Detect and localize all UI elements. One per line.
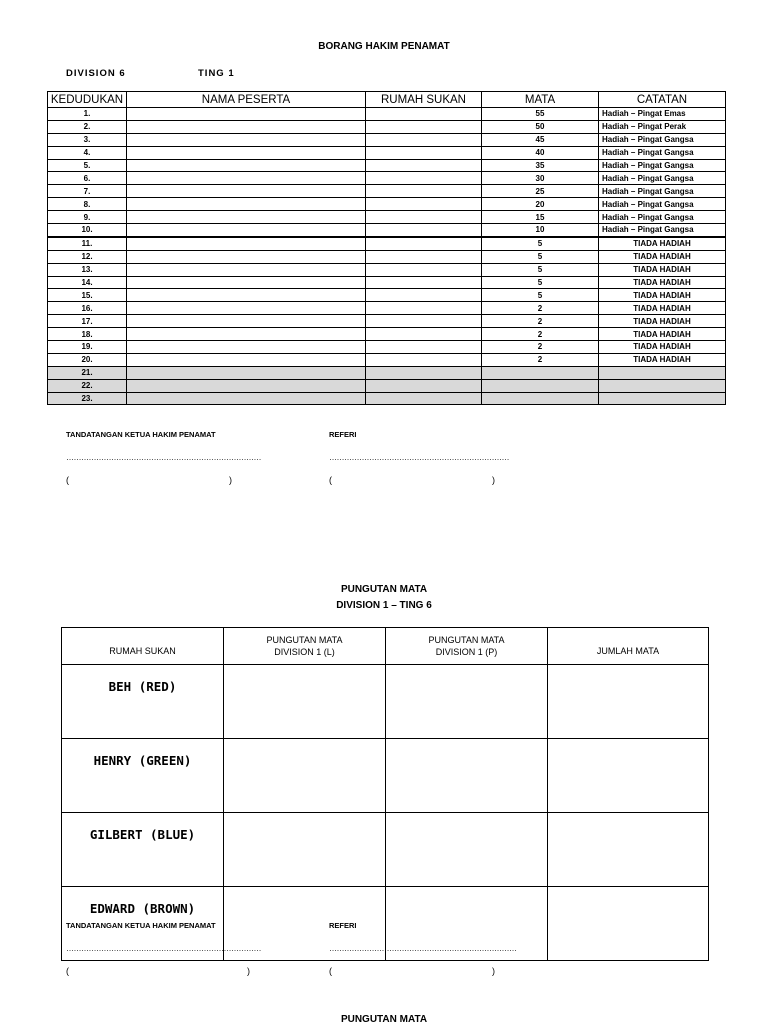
points-table [61,627,709,961]
house-cell [366,211,482,224]
table-row [48,366,726,379]
points-value-cell [386,665,548,739]
referee-signature-line-2: ………………………………………………………………… [329,944,517,953]
note-cell: Hadiah – Pingat Gangsa [599,185,726,198]
participant-name-cell [127,237,366,250]
points-header-2 [386,628,548,665]
points-cell: 2 [482,341,599,354]
rank-cell: 1. [48,108,127,121]
rank-cell: 7. [48,185,127,198]
points-cell: 5 [482,237,599,250]
house-cell [366,198,482,211]
points-header-line: JUMLAH MATA [596,646,660,656]
table-row [48,224,726,237]
participant-name-cell [127,263,366,276]
rank-cell: 11. [48,237,127,250]
table-row [48,198,726,211]
table-row [48,392,726,405]
points-cell: 55 [482,108,599,121]
table-row [48,108,726,121]
points-cell: 2 [482,353,599,366]
points-section-title: PUNGUTAN MATA [340,584,428,595]
participant-name-cell [127,159,366,172]
table-row [48,315,726,328]
table-row [48,237,726,250]
header-name: NAMA PESERTA [127,92,366,108]
house-name-cell: HENRY (GREEN) [62,739,224,813]
participant-name-cell [127,353,366,366]
table-row [48,185,726,198]
note-cell: TIADA HADIAH [599,353,726,366]
note-cell: Hadiah – Pingat Gangsa [599,211,726,224]
referee-name-close-paren: ) [492,475,495,485]
points-cell: 2 [482,302,599,315]
participant-name-cell [127,185,366,198]
header-house: RUMAH SUKAN [366,92,482,108]
points-header-line: PUNGUTAN MATA [428,635,505,645]
form-title: BORANG HAKIM PENAMAT [318,41,450,52]
table-row [48,133,726,146]
referee-signature-line: ……………………………………………………………… [329,453,509,462]
participant-name-cell [127,211,366,224]
points-table-body [62,665,709,961]
participant-name-cell [127,328,366,341]
note-cell: TIADA HADIAH [599,250,726,263]
points-header-line: PUNGUTAN MATA [266,635,343,645]
header-rank: KEDUDUKAN [48,92,127,108]
points-cell: 35 [482,159,599,172]
rank-cell: 20. [48,353,127,366]
table-row [48,276,726,289]
ranking-table-body [48,108,726,405]
note-cell: TIADA HADIAH [599,263,726,276]
note-cell: TIADA HADIAH [599,315,726,328]
note-cell: Hadiah – Pingat Gangsa [599,133,726,146]
note-cell: TIADA HADIAH [599,341,726,354]
rank-cell: 10. [48,224,127,237]
table-row [48,328,726,341]
points-header-line: DIVISION 1 (P) [435,647,498,657]
house-cell [366,120,482,133]
points-row [62,665,709,739]
house-name-cell: EDWARD (BROWN) [62,887,224,961]
house-cell [366,108,482,121]
rank-cell: 12. [48,250,127,263]
ranking-table-header [48,92,726,108]
chief-judge-name-open-paren-2: ( [66,966,69,976]
house-cell [366,133,482,146]
division-label: DIVISION 6 [66,68,126,79]
chief-judge-name-close-paren-2: ) [247,966,250,976]
chief-judge-signature-line-2: …………………………………………………………………… [66,944,261,953]
points-value-cell [224,813,386,887]
chief-judge-name-open-paren: ( [66,475,69,485]
points-cell: 15 [482,211,599,224]
rank-cell: 19. [48,341,127,354]
referee-label-2: REFERI [329,921,357,930]
note-cell: Hadiah – Pingat Gangsa [599,198,726,211]
table-row [48,172,726,185]
points-header-3 [548,628,709,665]
points-header-line: DIVISION 1 (L) [274,647,335,657]
rank-cell: 18. [48,328,127,341]
header-points: MATA [482,92,599,108]
header-note: CATATAN [599,92,726,108]
points-cell [482,392,599,405]
points-cell: 20 [482,198,599,211]
rank-cell: 13. [48,263,127,276]
footer-title: PUNGUTAN MATA [340,1014,428,1025]
rank-cell: 16. [48,302,127,315]
note-cell: Hadiah – Pingat Gangsa [599,172,726,185]
house-cell [366,392,482,405]
note-cell [599,392,726,405]
points-cell: 2 [482,328,599,341]
referee-label: REFERI [329,430,357,439]
rank-cell: 14. [48,276,127,289]
table-row [48,263,726,276]
points-cell: 5 [482,276,599,289]
rank-cell: 9. [48,211,127,224]
points-cell: 45 [482,133,599,146]
chief-judge-signature-label-2: TANDATANGAN KETUA HAKIM PENAMAT [66,921,216,930]
points-value-cell [548,739,709,813]
rank-cell: 22. [48,379,127,392]
note-cell: TIADA HADIAH [599,237,726,250]
note-cell: Hadiah – Pingat Emas [599,108,726,121]
house-cell [366,146,482,159]
points-value-cell [548,887,709,961]
points-value-cell [548,665,709,739]
referee-name-open-paren-2: ( [329,966,332,976]
rank-cell: 8. [48,198,127,211]
points-value-cell [386,813,548,887]
note-cell [599,379,726,392]
participant-name-cell [127,366,366,379]
rank-cell: 2. [48,120,127,133]
chief-judge-name-close-paren: ) [229,475,232,485]
rank-cell: 6. [48,172,127,185]
rank-cell: 23. [48,392,127,405]
participant-name-cell [127,250,366,263]
house-cell [366,289,482,302]
house-name-cell: GILBERT (BLUE) [62,813,224,887]
participant-name-cell [127,379,366,392]
note-cell: Hadiah – Pingat Gangsa [599,159,726,172]
note-cell: Hadiah – Pingat Perak [599,120,726,133]
house-cell [366,366,482,379]
rank-cell: 17. [48,315,127,328]
points-cell: 5 [482,263,599,276]
note-cell: Hadiah – Pingat Gangsa [599,146,726,159]
table-row [48,120,726,133]
note-cell: TIADA HADIAH [599,289,726,302]
participant-name-cell [127,302,366,315]
rank-cell: 21. [48,366,127,379]
ting-label: TING 1 [198,68,235,79]
house-cell [366,172,482,185]
points-cell: 25 [482,185,599,198]
note-cell: TIADA HADIAH [599,302,726,315]
house-name-cell: BEH (RED) [62,665,224,739]
table-row [48,302,726,315]
points-value-cell [224,665,386,739]
note-cell: TIADA HADIAH [599,328,726,341]
table-row [48,379,726,392]
points-row [62,739,709,813]
table-row [48,250,726,263]
house-cell [366,379,482,392]
house-cell [366,302,482,315]
table-row [48,289,726,302]
house-cell [366,237,482,250]
participant-name-cell [127,146,366,159]
note-cell: Hadiah – Pingat Gangsa [599,224,726,237]
participant-name-cell [127,120,366,133]
points-cell: 30 [482,172,599,185]
points-cell: 2 [482,315,599,328]
points-header-line: RUMAH SUKAN [109,646,176,656]
table-row [48,146,726,159]
house-cell [366,276,482,289]
referee-name-open-paren: ( [329,475,332,485]
chief-judge-signature-line: …………………………………………………………………… [66,453,261,462]
points-cell: 5 [482,289,599,302]
points-cell: 10 [482,224,599,237]
points-header-1 [224,628,386,665]
participant-name-cell [127,392,366,405]
house-cell [366,315,482,328]
points-value-cell [224,739,386,813]
rank-cell: 4. [48,146,127,159]
points-value-cell [386,739,548,813]
participant-name-cell [127,289,366,302]
participant-name-cell [127,198,366,211]
table-row [48,159,726,172]
participant-name-cell [127,315,366,328]
house-cell [366,353,482,366]
participant-name-cell [127,108,366,121]
points-row [62,813,709,887]
house-cell [366,341,482,354]
participant-name-cell [127,224,366,237]
note-cell [599,366,726,379]
points-cell [482,379,599,392]
points-cell: 40 [482,146,599,159]
chief-judge-signature-label: TANDATANGAN KETUA HAKIM PENAMAT [66,430,216,439]
points-cell: 5 [482,250,599,263]
note-cell: TIADA HADIAH [599,276,726,289]
house-cell [366,250,482,263]
house-cell [366,328,482,341]
participant-name-cell [127,341,366,354]
points-table-header [62,628,709,665]
house-cell [366,159,482,172]
points-header-0 [62,628,224,665]
referee-name-close-paren-2: ) [492,966,495,976]
ranking-table [47,91,726,405]
participant-name-cell [127,276,366,289]
table-row [48,211,726,224]
participant-name-cell [127,172,366,185]
table-row [48,341,726,354]
table-row [48,353,726,366]
points-value-cell [548,813,709,887]
participant-name-cell [127,133,366,146]
rank-cell: 15. [48,289,127,302]
points-section-subtitle: DIVISION 1 – TING 6 [336,600,432,611]
house-cell [366,263,482,276]
points-cell: 50 [482,120,599,133]
rank-cell: 5. [48,159,127,172]
house-cell [366,224,482,237]
house-cell [366,185,482,198]
points-cell [482,366,599,379]
rank-cell: 3. [48,133,127,146]
